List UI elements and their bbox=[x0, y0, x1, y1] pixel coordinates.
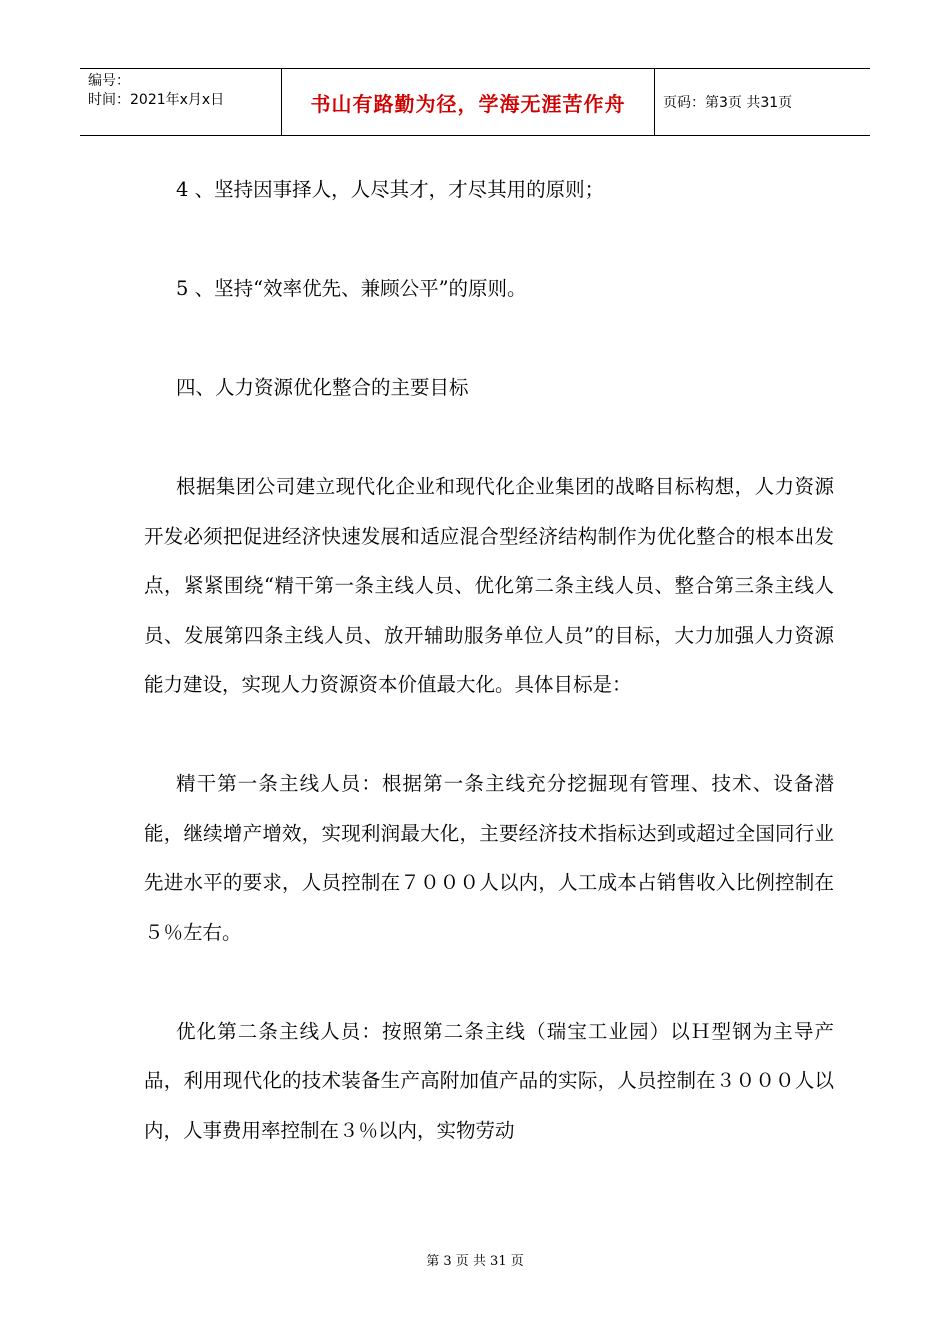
time-label: 时间：2021年x月x日 bbox=[88, 92, 225, 108]
paragraph-goals-intro: 根据集团公司建立现代化企业和现代化企业集团的战略目标构想，人力资源开发必须把促进经济快速发展和适应混合型经济结构制作为优化整合的根本出发点，紧紧围绕“精干第一条主线人员、优化第二条主线人员、整合第三条主线人员、发展第四条主线人员、放开辅助服务单位人员”的目标，大力加强人力资源能力建设，实现人力资源资本价值最大化。具体目标是： bbox=[144, 475, 834, 696]
section-heading: 四、人力资源优化整合的主要目标 bbox=[176, 376, 469, 399]
paragraph-second-line: 优化第二条主线人员：按照第二条主线（瑞宝工业园）以Ｈ型钢为主导产品，利用现代化的技术装备生产高附加值产品的实际，人员控制在３０００人以内，人事费用率控制在３％以内，实物劳动 bbox=[144, 1019, 834, 1142]
header-meta-cell bbox=[80, 69, 282, 135]
header-page-info: 页码：第3页 共31页 bbox=[663, 95, 793, 111]
number-label: 编号： bbox=[88, 73, 130, 89]
paragraph-first-line: 精干第一条主线人员：根据第一条主线充分挖掘现有管理、技术、设备潜能，继续增产增效，实现利润最大化，主要经济技术指标达到或超过全国同行业先进水平的要求，人员控制在７０００人以内，人工成本占销售收入比例控制在５％左右。 bbox=[144, 772, 834, 944]
header-motto: 书山有路勤为径，学海无涯苦作舟 bbox=[282, 69, 655, 135]
principle-4: 4 、坚持因事择人，人尽其才，才尽其用的原则； bbox=[176, 178, 605, 201]
principle-5: 5 、坚持“效率优先、兼顾公平”的原则。 bbox=[176, 277, 527, 300]
document-body bbox=[144, 165, 834, 1155]
document-header bbox=[80, 68, 870, 136]
page-footer: 第 3 页 共 31 页 bbox=[426, 1254, 524, 1269]
